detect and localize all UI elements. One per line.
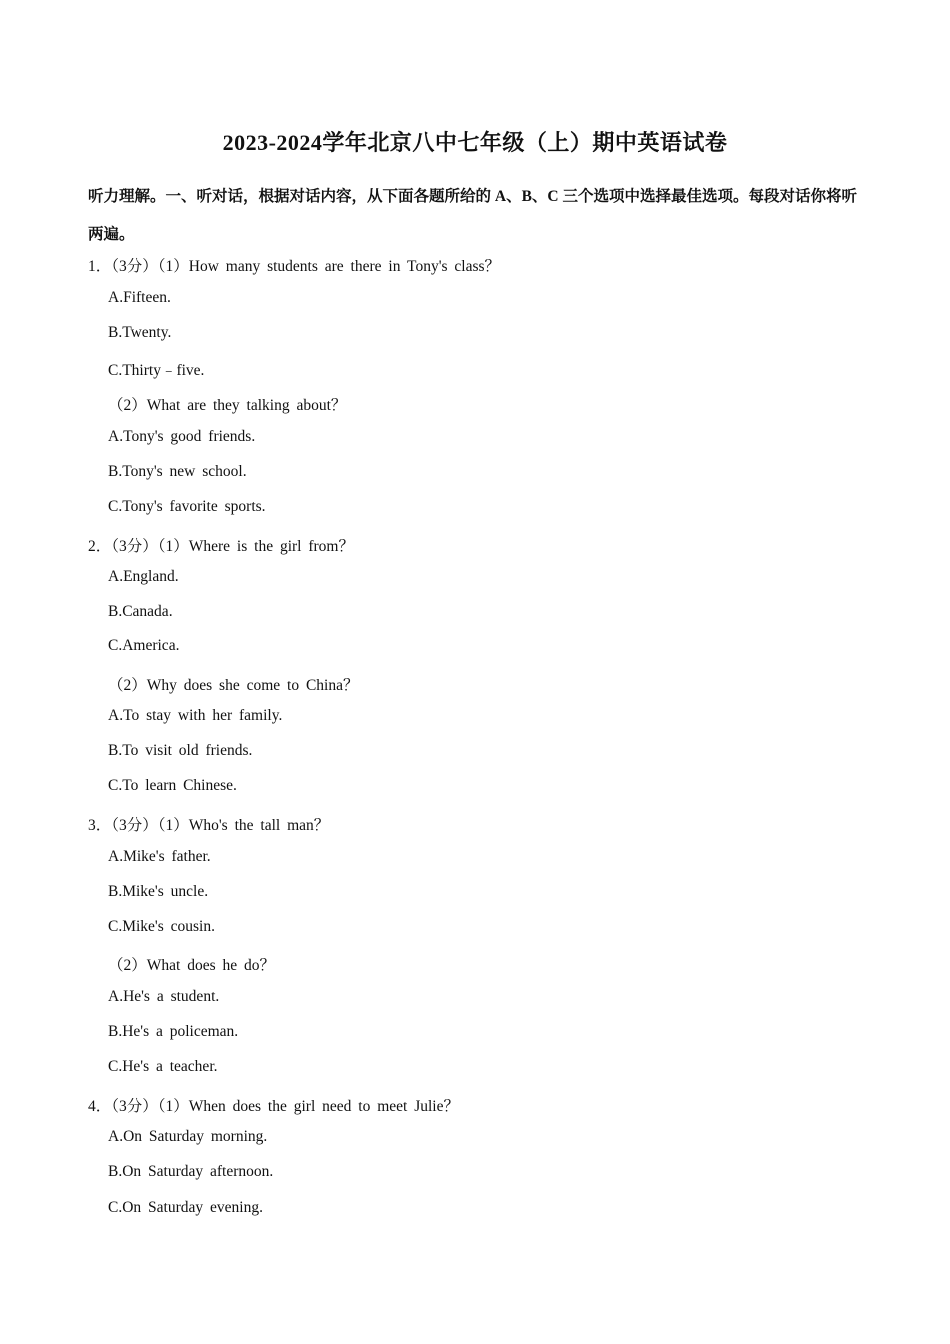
- question-4-stem: 4．（3分）（1）When does the girl need to meet Julie？: [88, 1098, 459, 1115]
- question-4-option-a: A.On Saturday morning.: [108, 1128, 268, 1145]
- question-1-2-option-c: C.Tony's favorite sports.: [108, 498, 266, 515]
- question-2-option-a: A.England.: [108, 568, 179, 585]
- question-3-subquestion-2: （2）What does he do？: [108, 957, 275, 974]
- question-3-2-option-b: B.He's a policeman.: [108, 1023, 239, 1040]
- question-1-2-option-a: A.Tony's good friends.: [108, 428, 256, 445]
- question-2-option-c: C.America.: [108, 637, 180, 654]
- question-1-option-a: A.Fifteen.: [108, 289, 171, 306]
- question-2-subquestion-2: （2）Why does she come to China？: [108, 677, 359, 694]
- question-4-option-c: C.On Saturday evening.: [108, 1199, 263, 1216]
- question-2-2-option-b: B.To visit old friends.: [108, 742, 253, 759]
- question-2-option-b: B.Canada.: [108, 603, 173, 620]
- question-2-2-option-a: A.To stay with her family.: [108, 707, 283, 724]
- question-3-option-a: A.Mike's father.: [108, 848, 211, 865]
- section-instructions: 听力理解。一、听对话，根据对话内容，从下面各题所给的 A、B、C 三个选项中选择最佳选项。每段对话你将听两遍。: [88, 188, 857, 243]
- question-2-stem: 2．（3分）（1）Where is the girl from？: [88, 538, 354, 555]
- question-1-2-option-b: B.Tony's new school.: [108, 463, 247, 480]
- question-4-option-b: B.On Saturday afternoon.: [108, 1163, 274, 1180]
- question-1-stem: 1．（3分）（1）How many students are there in Tony's class？: [88, 258, 501, 275]
- question-1-subquestion-2: （2）What are they talking about？: [108, 397, 347, 414]
- question-3-2-option-c: C.He's a teacher.: [108, 1058, 218, 1075]
- question-3-stem: 3．（3分）（1）Who's the tall man？: [88, 817, 330, 834]
- question-2-2-option-c: C.To learn Chinese.: [108, 777, 237, 794]
- question-3-option-b: B.Mike's uncle.: [108, 883, 209, 900]
- question-1-option-b: B.Twenty.: [108, 324, 172, 341]
- page-title: 2023-2024学年北京八中七年级（上）期中英语试卷: [222, 130, 728, 155]
- question-3-option-c: C.Mike's cousin.: [108, 918, 215, 935]
- question-3-2-option-a: A.He's a student.: [108, 988, 220, 1005]
- question-1-option-c: C.Thirty﹣five.: [108, 362, 205, 379]
